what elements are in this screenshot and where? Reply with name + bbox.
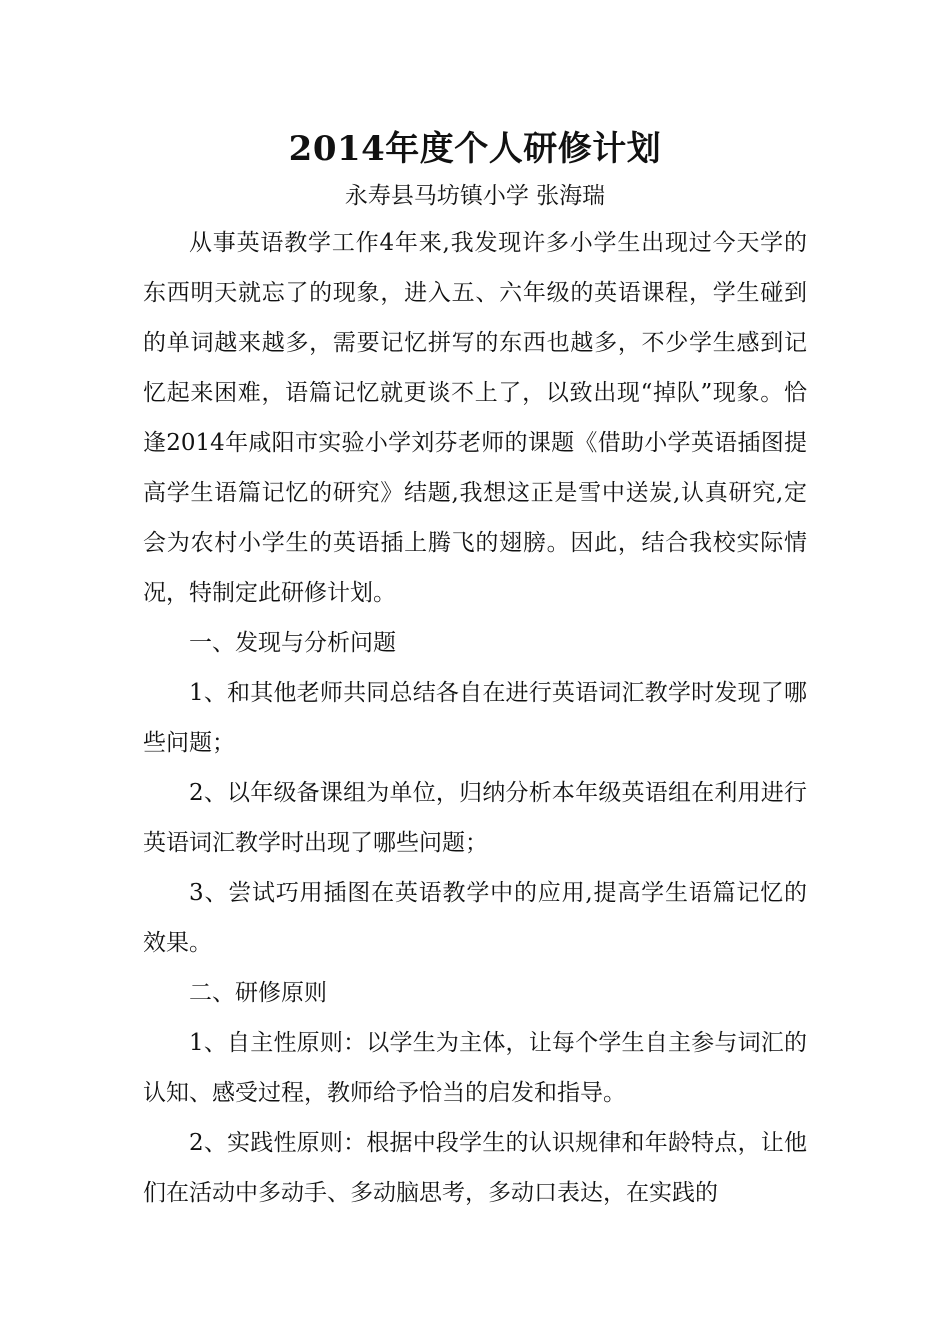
problem-item-2: 2、以年级备课组为单位，归纳分析本年级英语组在利用进行英语词汇教学时出现了哪些问题； [143,780,807,856]
section-heading-problems: 一、发现与分析问题 [189,630,396,656]
principle-item-2: 2、实践性原则：根据中段学生的认识规律和年龄特点，让他们在活动中多动手、多动脑思考，多动口表达，在实践的 [143,1130,807,1206]
problem-item-3: 3、尝试巧用插图在英语教学中的应用,提高学生语篇记忆的效果。 [143,880,807,956]
document-author-line: 永寿县马坊镇小学 张海瑞 [344,183,606,209]
document-title: 2014年度个人研修计划 [288,129,662,169]
section-heading-principles: 二、研修原则 [189,980,327,1006]
document-body [143,124,807,1218]
intro-paragraph: 从事英语教学工作4年来,我发现许多小学生出现过今天学的东西明天就忘了的现象，进入五、六年级的英语课程，学生碰到的单词越来越多，需要记忆拼写的东西也越多，不少学生感到记忆起来困难，语篇记忆就更谈不上了，以致出现“掉队”现象。恰逢2014年咸阳市实验小学刘芬老师的课题《借助小学英语插图提高学生语篇记忆的研究》结题,我想这正是雪中送炭,认真研究,定会为农村小学生的英语插上腾飞的翅膀。因此，结合我校实际情况，特制定此研修计划。 [143,230,807,606]
problem-item-1: 1、和其他老师共同总结各自在进行英语词汇教学时发现了哪些问题； [143,680,807,756]
principle-item-1: 1、自主性原则：以学生为主体，让每个学生自主参与词汇的认知、感受过程，教师给予恰当的启发和指导。 [143,1030,807,1106]
